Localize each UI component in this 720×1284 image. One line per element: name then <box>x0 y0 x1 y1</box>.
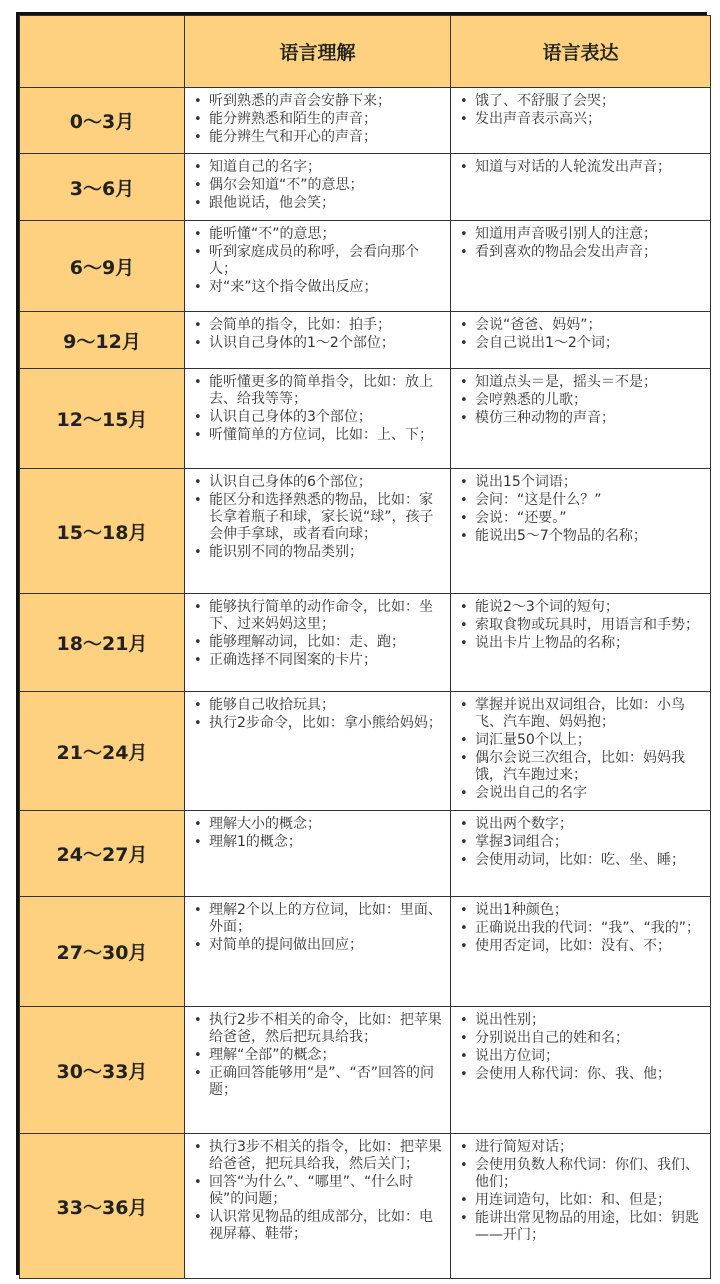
list-item: • 会简单的指令，比如：拍手； <box>193 317 444 334</box>
list-item: • 回答“为什么”、“哪里”、“什么时候”的问题； <box>193 1174 444 1208</box>
expression-cell <box>451 1134 711 1279</box>
comprehension-cell <box>185 369 451 469</box>
expression-cell <box>451 221 711 312</box>
list-item: • 能讲出常见物品的用途，比如：钥匙——开门； <box>459 1210 704 1244</box>
list-item: • 知道用声音吸引别人的注意； <box>459 226 704 243</box>
header-comprehension: 语言理解 <box>185 16 451 88</box>
list-item: • 说出性别； <box>459 1012 704 1029</box>
header-age <box>20 16 185 88</box>
age-range: 9～12月 <box>20 312 185 369</box>
expression-list <box>459 93 704 128</box>
age-range: 3～6月 <box>20 154 185 221</box>
comprehension-list <box>193 226 444 296</box>
expression-cell <box>451 88 711 154</box>
expression-cell <box>451 469 711 594</box>
list-item: • 认识自己身体的1～2个部位； <box>193 335 444 352</box>
comprehension-cell <box>185 1134 451 1279</box>
list-item: • 听到家庭成员的称呼，会看向那个人； <box>193 244 444 278</box>
list-item: • 对“来”这个指令做出反应； <box>193 279 444 296</box>
comprehension-list <box>193 697 444 732</box>
list-item: • 会使用动词，比如：吃、坐、睡； <box>459 852 704 869</box>
age-range: 27～30月 <box>20 897 185 1007</box>
age-range: 30～33月 <box>20 1007 185 1134</box>
expression-cell <box>451 594 711 692</box>
list-item: • 会使用负数人称代词：你们、我们、他们； <box>459 1157 704 1191</box>
list-item: • 执行2步不相关的命令，比如：把苹果给爸爸，然后把玩具给我； <box>193 1012 444 1046</box>
expression-list <box>459 902 704 955</box>
comprehension-cell <box>185 88 451 154</box>
header-expression: 语言表达 <box>451 16 711 88</box>
expression-list <box>459 1012 704 1083</box>
comprehension-cell <box>185 1007 451 1134</box>
list-item: • 听懂简单的方位词，比如：上、下； <box>193 427 444 444</box>
table-row <box>20 312 711 369</box>
expression-cell <box>451 692 711 811</box>
expression-cell <box>451 154 711 221</box>
age-range: 33～36月 <box>20 1134 185 1279</box>
comprehension-cell <box>185 811 451 897</box>
expression-cell <box>451 312 711 369</box>
list-item: • 偶尔会说三次组合，比如：妈妈我饿，汽车跑过来； <box>459 750 704 784</box>
list-item: • 会说：“还要。” <box>459 510 704 527</box>
comprehension-list <box>193 474 444 561</box>
list-item: • 词汇量50个以上； <box>459 732 704 749</box>
table-row <box>20 469 711 594</box>
list-item: • 能够执行简单的动作命令，比如：坐下、过来妈妈这里； <box>193 599 444 633</box>
age-range: 12～15月 <box>20 369 185 469</box>
table-row <box>20 897 711 1007</box>
table-row <box>20 88 711 154</box>
list-item: • 跟他说话，他会笑； <box>193 195 444 212</box>
expression-list <box>459 599 704 652</box>
age-range: 15～18月 <box>20 469 185 594</box>
list-item: • 知道自己的名字； <box>193 159 444 176</box>
comprehension-cell <box>185 154 451 221</box>
list-item: • 理解1的概念； <box>193 834 444 851</box>
list-item: • 知道点头＝是，摇头＝不是； <box>459 374 704 391</box>
list-item: • 偶尔会知道“不”的意思； <box>193 177 444 194</box>
list-item: • 会问：“这是什么？” <box>459 492 704 509</box>
list-item: • 进行简短对话； <box>459 1139 704 1156</box>
comprehension-list <box>193 599 444 669</box>
comprehension-list <box>193 1139 444 1243</box>
language-development-table <box>16 12 707 1275</box>
age-range: 0～3月 <box>20 88 185 154</box>
list-item: • 认识自己身体的3个部位； <box>193 409 444 426</box>
comprehension-list <box>193 374 444 444</box>
list-item: • 能听懂“不”的意思； <box>193 226 444 243</box>
list-item: • 能分辨熟悉和陌生的声音； <box>193 111 444 128</box>
comprehension-cell <box>185 312 451 369</box>
list-item: • 知道与对话的人轮流发出声音； <box>459 159 704 176</box>
list-item: • 能分辨生气和开心的声音； <box>193 129 444 146</box>
list-item: • 正确选择不同图案的卡片； <box>193 652 444 669</box>
header-row <box>20 16 711 88</box>
expression-cell <box>451 369 711 469</box>
list-item: • 说出方位词； <box>459 1048 704 1065</box>
comprehension-list <box>193 1012 444 1099</box>
expression-list <box>459 474 704 545</box>
list-item: • 说出1种颜色； <box>459 902 704 919</box>
table-row <box>20 154 711 221</box>
list-item: • 能说出5～7个物品的名称； <box>459 528 704 545</box>
list-item: • 索取食物或玩具时，用语言和手势； <box>459 617 704 634</box>
comprehension-cell <box>185 469 451 594</box>
list-item: • 执行3步不相关的指令，比如：把苹果给爸爸，把玩具给我，然后关门； <box>193 1139 444 1173</box>
comprehension-list <box>193 317 444 352</box>
list-item: • 会说“爸爸、妈妈”； <box>459 317 704 334</box>
expression-cell <box>451 897 711 1007</box>
list-item: • 能区分和选择熟悉的物品，比如：家长拿着瓶子和球，家长说“球”，孩子会伸手拿球，或者看向球； <box>193 492 444 543</box>
list-item: • 能够理解动词，比如：走、跑； <box>193 634 444 651</box>
milestone-table <box>19 15 711 1279</box>
age-range: 24～27月 <box>20 811 185 897</box>
comprehension-cell <box>185 221 451 312</box>
comprehension-list <box>193 816 444 851</box>
table-row <box>20 369 711 469</box>
list-item: • 能说2～3个词的短句； <box>459 599 704 616</box>
list-item: • 认识自己身体的6个部位； <box>193 474 444 491</box>
expression-list <box>459 317 704 352</box>
list-item: • 说出两个数字； <box>459 816 704 833</box>
list-item: • 会说出自己的名字 <box>459 785 704 802</box>
expression-list <box>459 374 704 427</box>
expression-list <box>459 1139 704 1244</box>
age-range: 21～24月 <box>20 692 185 811</box>
list-item: • 分别说出自己的姓和名； <box>459 1030 704 1047</box>
list-item: • 能识别不同的物品类别； <box>193 544 444 561</box>
age-range: 6～9月 <box>20 221 185 312</box>
comprehension-list <box>193 93 444 146</box>
list-item: • 掌握3词组合； <box>459 834 704 851</box>
list-item: • 说出15个词语； <box>459 474 704 491</box>
table-row <box>20 692 711 811</box>
expression-list <box>459 816 704 869</box>
comprehension-cell <box>185 692 451 811</box>
table-row <box>20 594 711 692</box>
expression-list <box>459 697 704 802</box>
list-item: • 理解2个以上的方位词，比如：里面、外面； <box>193 902 444 936</box>
expression-list <box>459 159 704 176</box>
comprehension-cell <box>185 897 451 1007</box>
table-row <box>20 1134 711 1279</box>
comprehension-list <box>193 159 444 212</box>
list-item: • 理解“全部”的概念； <box>193 1047 444 1064</box>
comprehension-cell <box>185 594 451 692</box>
expression-cell <box>451 811 711 897</box>
table-row <box>20 811 711 897</box>
list-item: • 能听懂更多的简单指令，比如：放上去、给我等等； <box>193 374 444 408</box>
list-item: • 听到熟悉的声音会安静下来； <box>193 93 444 110</box>
list-item: • 掌握并说出双词组合，比如：小鸟飞、汽车跑、妈妈抱； <box>459 697 704 731</box>
list-item: • 会使用人称代词：你、我、他； <box>459 1066 704 1083</box>
list-item: • 会自己说出1～2个词； <box>459 335 704 352</box>
list-item: • 用连词造句，比如：和、但是； <box>459 1192 704 1209</box>
list-item: • 饿了、不舒服了会哭； <box>459 93 704 110</box>
expression-list <box>459 226 704 261</box>
list-item: • 模仿三种动物的声音； <box>459 410 704 427</box>
list-item: • 发出声音表示高兴； <box>459 111 704 128</box>
table-row <box>20 1007 711 1134</box>
list-item: • 执行2步命令，比如：拿小熊给妈妈； <box>193 715 444 732</box>
list-item: • 认识常见物品的组成部分，比如：电视屏幕、鞋带； <box>193 1209 444 1243</box>
list-item: • 理解大小的概念； <box>193 816 444 833</box>
list-item: • 会哼熟悉的儿歌； <box>459 392 704 409</box>
list-item: • 对简单的提问做出回应； <box>193 937 444 954</box>
age-range: 18～21月 <box>20 594 185 692</box>
list-item: • 能够自己收拾玩具； <box>193 697 444 714</box>
table-row <box>20 221 711 312</box>
list-item: • 正确说出我的代词：“我”、“我的”； <box>459 920 704 937</box>
list-item: • 使用否定词，比如：没有、不； <box>459 938 704 955</box>
list-item: • 说出卡片上物品的名称； <box>459 635 704 652</box>
comprehension-list <box>193 902 444 954</box>
expression-cell <box>451 1007 711 1134</box>
list-item: • 正确回答能够用“是”、“否”回答的问题； <box>193 1065 444 1099</box>
list-item: • 看到喜欢的物品会发出声音； <box>459 244 704 261</box>
